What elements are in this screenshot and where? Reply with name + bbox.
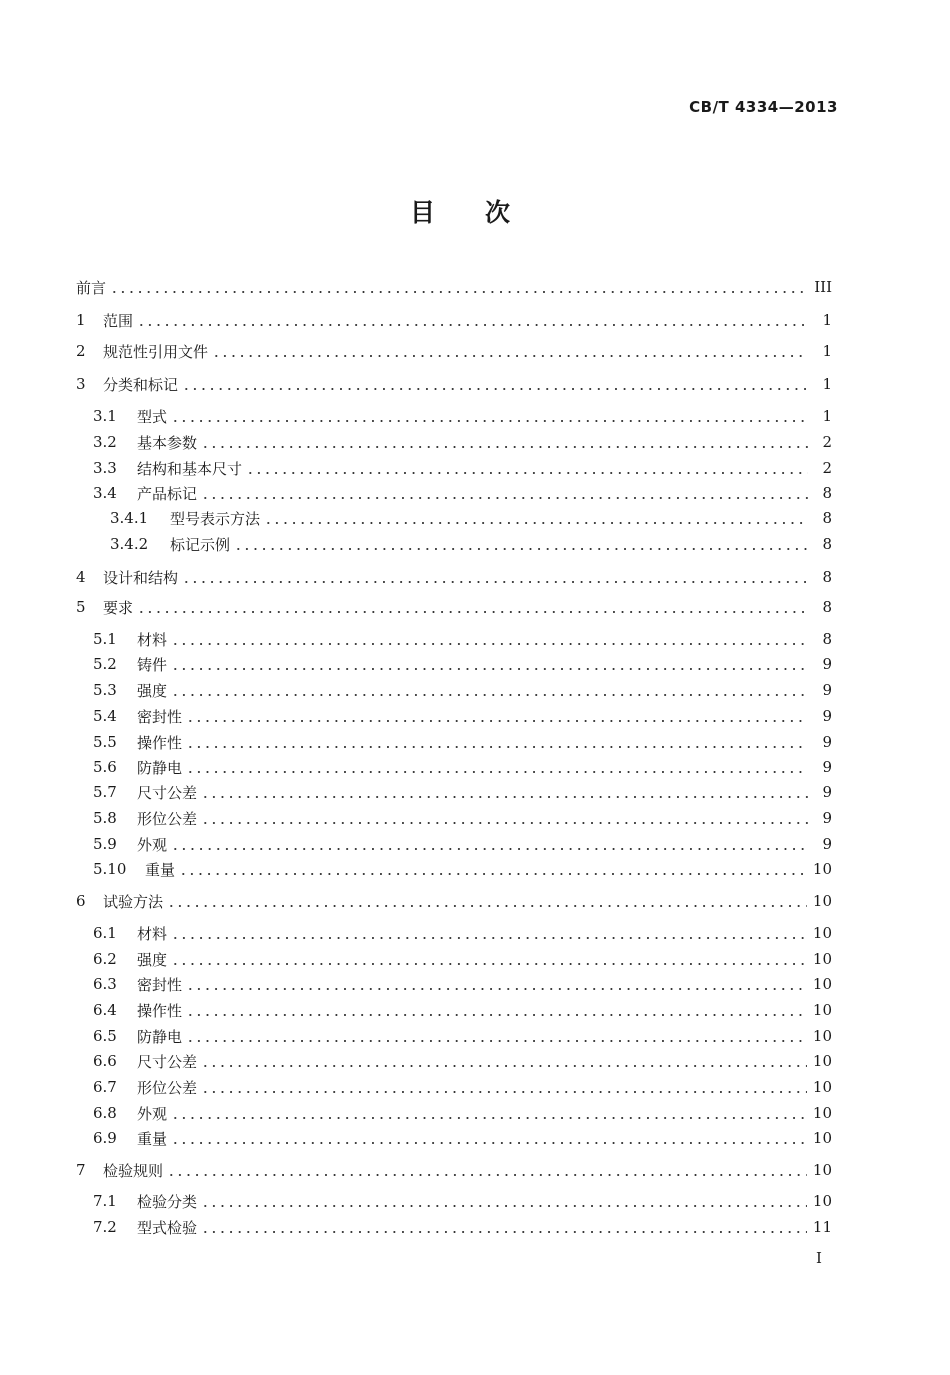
toc-entry[interactable] — [93, 971, 832, 997]
dot-leader — [171, 926, 807, 940]
toc-entry-number: 5.9 — [93, 835, 117, 853]
toc-entry-label: 要求 — [103, 598, 134, 617]
toc-entry[interactable] — [93, 779, 832, 805]
dot-leader — [179, 862, 807, 876]
toc-entry-label: 型式 — [137, 407, 168, 426]
toc-entry-number: 3.2 — [93, 433, 117, 451]
dot-leader — [201, 435, 808, 449]
toc-entry-page: 9 — [822, 707, 832, 725]
toc-entry-number: 2 — [76, 342, 86, 360]
toc-entry-label: 形位公差 — [137, 1078, 198, 1097]
toc-entry-page: 10 — [812, 1129, 832, 1147]
dot-leader — [110, 280, 808, 294]
toc-entry-page: 10 — [812, 892, 832, 910]
dot-leader — [182, 570, 808, 584]
toc-entry-label: 尺寸公差 — [137, 783, 198, 802]
toc-entry-page: III — [814, 278, 832, 296]
toc-entry-page: 10 — [812, 1027, 832, 1045]
dot-leader — [186, 760, 808, 774]
toc-entry-label: 型式检验 — [137, 1218, 198, 1237]
dot-leader — [186, 735, 808, 749]
toc-entry-label: 分类和标记 — [103, 375, 179, 394]
dot-leader — [182, 377, 808, 391]
toc-entry[interactable] — [93, 1125, 832, 1151]
dot-leader — [234, 537, 808, 551]
toc-entry-page: 9 — [822, 681, 832, 699]
toc-entry[interactable] — [93, 429, 832, 455]
toc-entry-page: 1 — [822, 342, 832, 360]
dot-leader — [137, 313, 808, 327]
toc-entry-number: 6.8 — [93, 1104, 117, 1122]
toc-entry[interactable] — [110, 531, 832, 557]
toc-entry-label: 设计和结构 — [103, 568, 179, 587]
toc-entry-number: 4 — [76, 568, 86, 586]
toc-entry-label: 结构和基本尺寸 — [137, 459, 243, 478]
dot-leader — [171, 1131, 807, 1145]
toc-entry-number: 6 — [76, 892, 86, 910]
dot-leader — [186, 1003, 807, 1017]
dot-leader — [171, 632, 808, 646]
document-id: CB/T 4334—2013 — [689, 98, 838, 116]
toc-entry-label: 检验规则 — [103, 1161, 164, 1180]
toc-entry-label: 操作性 — [137, 1001, 183, 1020]
toc-entry-page: 10 — [812, 1078, 832, 1096]
toc-entry-number: 6.5 — [93, 1027, 117, 1045]
toc-entry-page: 8 — [822, 598, 832, 616]
toc-entry-page: 9 — [822, 655, 832, 673]
toc-entry-number: 6.7 — [93, 1078, 117, 1096]
toc-entry-label: 前言 — [76, 278, 107, 297]
toc-entry-number: 5.7 — [93, 783, 117, 801]
dot-leader — [264, 511, 808, 525]
toc-entry-page: 10 — [812, 1161, 832, 1179]
toc-entry[interactable] — [93, 455, 832, 481]
toc-entry-number: 5.4 — [93, 707, 117, 725]
toc-entry-number: 6.4 — [93, 1001, 117, 1019]
toc-entry-label: 检验分类 — [137, 1192, 198, 1211]
toc-entry-number: 1 — [76, 311, 86, 329]
toc-entry-number: 6.6 — [93, 1052, 117, 1070]
toc-entry[interactable] — [76, 594, 832, 620]
toc-entry-number: 7.1 — [93, 1192, 117, 1210]
toc-entry-number: 5.1 — [93, 630, 117, 648]
toc-entry[interactable] — [93, 703, 832, 729]
toc-entry[interactable] — [93, 1214, 832, 1240]
toc-entry-page: 11 — [812, 1218, 832, 1236]
dot-leader — [167, 894, 807, 908]
toc-entry-page: 8 — [822, 630, 832, 648]
toc-entry-number: 5.3 — [93, 681, 117, 699]
toc-entry-page: 2 — [822, 459, 832, 477]
dot-leader — [171, 837, 808, 851]
toc-entry-label: 材料 — [137, 630, 168, 649]
toc-entry-number: 3.4.2 — [110, 535, 149, 553]
toc-entry[interactable] — [93, 729, 832, 755]
toc-entry-number: 7.2 — [93, 1218, 117, 1236]
toc-entry-number: 7 — [76, 1161, 86, 1179]
toc-entry-label: 尺寸公差 — [137, 1052, 198, 1071]
toc-entry[interactable] — [93, 1188, 832, 1214]
toc-entry-label: 强度 — [137, 950, 168, 969]
toc-entry-page: 8 — [822, 568, 832, 586]
toc-entry-page: 8 — [822, 509, 832, 527]
toc-entry-label: 标记示例 — [170, 535, 231, 554]
toc-entry-label: 范围 — [103, 311, 134, 330]
toc-entry-number: 3.3 — [93, 459, 117, 477]
toc-entry-label: 外观 — [137, 1104, 168, 1123]
dot-leader — [171, 409, 808, 423]
toc-entry-page: 10 — [812, 1192, 832, 1210]
toc-entry[interactable] — [93, 1074, 832, 1100]
toc-entry[interactable] — [93, 1023, 832, 1049]
toc-entry-page: 8 — [822, 535, 832, 553]
toc-entry-page: 10 — [812, 1001, 832, 1019]
dot-leader — [201, 785, 808, 799]
toc-entry-page: 10 — [812, 860, 832, 878]
toc-entry[interactable] — [93, 480, 832, 506]
dot-leader — [171, 952, 807, 966]
toc-entry[interactable] — [93, 856, 832, 882]
dot-leader — [171, 683, 808, 697]
toc-entry[interactable] — [93, 651, 832, 677]
toc-entry[interactable] — [93, 1048, 832, 1074]
toc-entry-page: 1 — [822, 375, 832, 393]
dot-leader — [201, 486, 808, 500]
toc-entry-page: 9 — [822, 758, 832, 776]
toc-entry[interactable] — [93, 997, 832, 1023]
toc-entry-page: 10 — [812, 950, 832, 968]
toc-entry-number: 5.2 — [93, 655, 117, 673]
toc-entry-label: 强度 — [137, 681, 168, 700]
toc-entry-number: 6.9 — [93, 1129, 117, 1147]
dot-leader — [186, 977, 807, 991]
dot-leader — [186, 709, 808, 723]
dot-leader — [171, 1106, 807, 1120]
toc-entry-label: 防静电 — [137, 758, 183, 777]
toc-entry[interactable] — [76, 274, 832, 300]
toc-entry[interactable] — [93, 920, 832, 946]
dot-leader — [246, 461, 808, 475]
toc-entry-number: 5.6 — [93, 758, 117, 776]
toc-entry[interactable] — [76, 338, 832, 364]
dot-leader — [137, 600, 808, 614]
toc-entry[interactable] — [93, 754, 832, 780]
toc-entry[interactable] — [76, 564, 832, 590]
toc-entry-number: 6.1 — [93, 924, 117, 942]
toc-entry[interactable] — [93, 831, 832, 857]
toc-entry-number: 3.4.1 — [110, 509, 149, 527]
dot-leader — [186, 1029, 807, 1043]
toc-entry-page: 9 — [822, 835, 832, 853]
page-number: I — [816, 1249, 822, 1267]
toc-entry-label: 操作性 — [137, 733, 183, 752]
toc-entry-number: 5 — [76, 598, 86, 616]
toc-entry-page: 1 — [822, 407, 832, 425]
toc-entry-label: 规范性引用文件 — [103, 342, 209, 361]
toc-entry-number: 6.3 — [93, 975, 117, 993]
toc-entry-label: 产品标记 — [137, 484, 198, 503]
toc-entry-page: 2 — [822, 433, 832, 451]
toc-entry[interactable] — [76, 888, 832, 914]
toc-entry[interactable] — [93, 805, 832, 831]
toc-entry-number: 3.1 — [93, 407, 117, 425]
toc-entry-page: 9 — [822, 733, 832, 751]
toc-entry-number: 5.5 — [93, 733, 117, 751]
toc-entry-number: 5.10 — [93, 860, 127, 878]
toc-entry-label: 型号表示方法 — [170, 509, 261, 528]
toc-entry[interactable] — [76, 1157, 832, 1183]
dot-leader — [201, 1054, 807, 1068]
toc-entry-page: 10 — [812, 975, 832, 993]
toc-entry-label: 材料 — [137, 924, 168, 943]
dot-leader — [167, 1163, 807, 1177]
toc-entry-page: 1 — [822, 311, 832, 329]
toc-entry-label: 铸件 — [137, 655, 168, 674]
toc-entry-label: 形位公差 — [137, 809, 198, 828]
dot-leader — [201, 1194, 807, 1208]
toc-title: 目次 — [409, 198, 560, 227]
toc-entry[interactable] — [93, 946, 832, 972]
toc-entry[interactable] — [76, 307, 832, 333]
toc-entry-number: 3 — [76, 375, 86, 393]
toc-entry-number: 6.2 — [93, 950, 117, 968]
toc-entry-page: 9 — [822, 783, 832, 801]
toc-entry[interactable] — [93, 403, 832, 429]
toc-entry[interactable] — [76, 371, 832, 397]
toc-entry-label: 基本参数 — [137, 433, 198, 452]
toc-entry-number: 3.4 — [93, 484, 117, 502]
toc-entry-page: 8 — [822, 484, 832, 502]
toc-entry-label: 防静电 — [137, 1027, 183, 1046]
toc-entry-page: 10 — [812, 924, 832, 942]
toc-entry-label: 密封性 — [137, 975, 183, 994]
toc-entry-label: 外观 — [137, 835, 168, 854]
toc-entry[interactable] — [93, 677, 832, 703]
toc-entry-page: 10 — [812, 1052, 832, 1070]
toc-entry[interactable] — [93, 1100, 832, 1126]
toc-entry-label: 试验方法 — [103, 892, 164, 911]
toc-entry-label: 重量 — [145, 860, 176, 879]
toc-entry-label: 重量 — [137, 1129, 168, 1148]
dot-leader — [171, 657, 808, 671]
toc-entry-number: 5.8 — [93, 809, 117, 827]
dot-leader — [212, 344, 808, 358]
toc-entry[interactable] — [93, 626, 832, 652]
dot-leader — [201, 1220, 807, 1234]
toc-entry[interactable] — [110, 505, 832, 531]
dot-leader — [201, 1080, 807, 1094]
toc-entry-page: 10 — [812, 1104, 832, 1122]
dot-leader — [201, 811, 808, 825]
toc-entry-label: 密封性 — [137, 707, 183, 726]
toc-entry-page: 9 — [822, 809, 832, 827]
